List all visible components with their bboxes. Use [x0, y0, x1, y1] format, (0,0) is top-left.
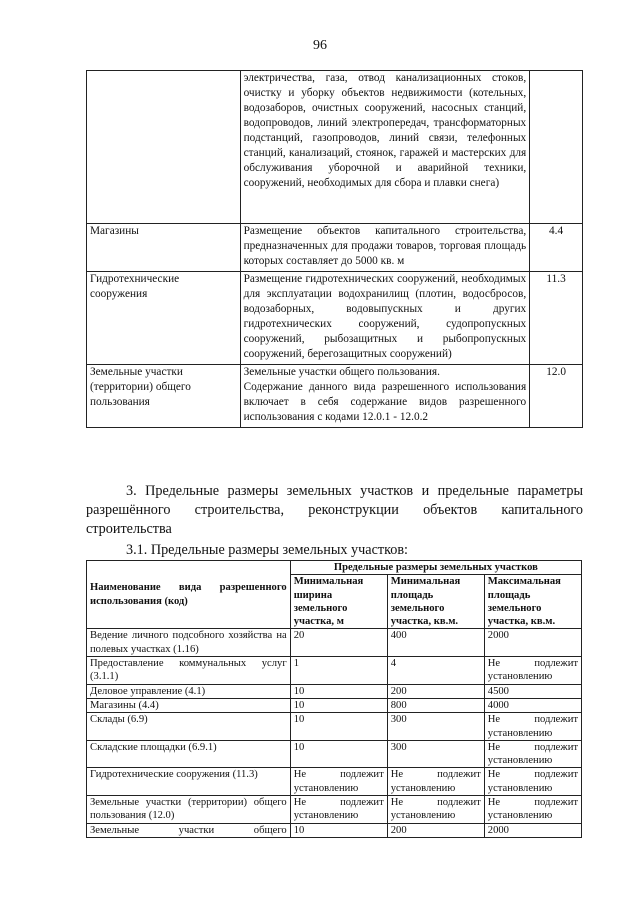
table-cell-name: Предоставление коммунальных услуг (3.1.1)	[87, 657, 291, 685]
table-cell-min-width: 1	[290, 657, 387, 685]
table-header-row	[87, 561, 582, 575]
table-cell-name: Земельные участки общего	[87, 823, 291, 837]
table-cell-max-area: 2000	[484, 823, 581, 837]
table-row	[87, 657, 582, 685]
table-cell-min-width: 10	[290, 823, 387, 837]
table-cell-min-width: 10	[290, 740, 387, 768]
land-use-types-table	[86, 70, 583, 428]
table-cell-name: Магазины (4.4)	[87, 698, 291, 712]
table-cell-name: Магазины	[87, 224, 241, 272]
table-cell-code: 12.0	[530, 365, 583, 428]
table-cell-name: Деловое управление (4.1)	[87, 684, 291, 698]
header-max-area: Максимальная площадь земельного участка, кв.м.	[484, 575, 581, 629]
table-cell-code	[530, 71, 583, 224]
table-row	[87, 796, 582, 824]
table-cell-code: 4.4	[530, 224, 583, 272]
table-cell-name: Гидротехнические сооружения (11.3)	[87, 768, 291, 796]
table-cell-max-area: Не подлежит установлению	[484, 768, 581, 796]
table-row	[87, 71, 583, 224]
table-cell-description: электричества, газа, отвод канализационных стоков, очистку и уборку объектов недвижимости (котельных, водозаборов, очистных сооружений, насосных станций, водопроводов, линий электропередач, трансформаторных подстанций, газопроводов, линий связи, телефонных станций, канализаций, стоянок, гаражей и мастерских для обслуживания уборочной и аварийной техники, сооружений, необходимых для сбора и плавки снега)	[240, 71, 530, 224]
table-cell-min-area: Не подлежит установлению	[387, 768, 484, 796]
table-cell-max-area: Не подлежит установлению	[484, 657, 581, 685]
table-cell-max-area: 4500	[484, 684, 581, 698]
table-cell-name: Складские площадки (6.9.1)	[87, 740, 291, 768]
table-cell-description: Размещение гидротехнических сооружений, необходимых для эксплуатации водохранилищ (плотин, водосбросов, водозаборных, водовыпускных и других гидротехнических сооружений, судопропускных сооружений, рыбозащитных и рыбопропускных сооружений, берегозащитных сооружений)	[240, 272, 530, 365]
table-cell-min-width: Не подлежит установлению	[290, 768, 387, 796]
table-cell-description	[240, 365, 530, 428]
table-cell-min-width: 10	[290, 713, 387, 741]
table-cell-min-width: 10	[290, 684, 387, 698]
table-cell-min-area: 200	[387, 823, 484, 837]
section-3-heading: 3. Предельные размеры земельных участков и предельные параметры разрешённого строительства, реконструкции объектов капитального строительства	[86, 483, 583, 537]
table-cell-max-area: 4000	[484, 698, 581, 712]
header-min-width: Минимальная ширина земельного участка, м	[290, 575, 387, 629]
table-cell-min-area: 200	[387, 684, 484, 698]
table-cell-name: Земельные участки (территории) общего пользования	[87, 365, 241, 428]
table-row	[87, 224, 583, 272]
table-cell-name: Склады (6.9)	[87, 713, 291, 741]
table-cell-name: Гидротехнические сооружения	[87, 272, 241, 365]
table-row	[87, 713, 582, 741]
table-cell-min-area: 4	[387, 657, 484, 685]
table-row	[87, 272, 583, 365]
land-plot-size-limits-table	[86, 560, 582, 838]
table-row	[87, 684, 582, 698]
description-line: Земельные участки общего пользования.	[243, 366, 440, 378]
section-3-1-heading: 3.1. Предельные размеры земельных участков:	[126, 542, 408, 558]
table-cell-max-area: Не подлежит установлению	[484, 796, 581, 824]
table-cell-name	[87, 71, 241, 224]
header-min-area: Минимальная площадь земельного участка, кв.м.	[387, 575, 484, 629]
table-cell-code: 11.3	[530, 272, 583, 365]
page-number: 96	[313, 38, 327, 53]
header-group: Предельные размеры земельных участков	[290, 561, 581, 575]
table-cell-min-width: Не подлежит установлению	[290, 796, 387, 824]
table-cell-min-area: Не подлежит установлению	[387, 796, 484, 824]
table-cell-min-area: 300	[387, 713, 484, 741]
header-use-type: Наименование вида разрешенного использования (код)	[87, 561, 291, 629]
table-cell-name: Ведение личного подсобного хозяйства на полевых участках (1.16)	[87, 629, 291, 657]
table-cell-description: Размещение объектов капитального строительства, предназначенных для продажи товаров, торговая площадь которых составляет до 5000 кв. м	[240, 224, 530, 272]
table-row	[87, 365, 583, 428]
table-cell-min-area: 300	[387, 740, 484, 768]
table-cell-min-area: 800	[387, 698, 484, 712]
table-row	[87, 698, 582, 712]
table-cell-max-area: Не подлежит установлению	[484, 740, 581, 768]
table-cell-min-area: 400	[387, 629, 484, 657]
table-cell-min-width: 20	[290, 629, 387, 657]
table-row	[87, 629, 582, 657]
table-cell-min-width: 10	[290, 698, 387, 712]
table-row	[87, 740, 582, 768]
table-cell-max-area: Не подлежит установлению	[484, 713, 581, 741]
table-row	[87, 768, 582, 796]
table-cell-name: Земельные участки (территории) общего пользования (12.0)	[87, 796, 291, 824]
table-cell-max-area: 2000	[484, 629, 581, 657]
description-line: Содержание данного вида разрешенного использования включает в себя содержание видов разрешенного использования с кодами 12.0.1 - 12.0.2	[243, 381, 527, 423]
table-row	[87, 823, 582, 837]
